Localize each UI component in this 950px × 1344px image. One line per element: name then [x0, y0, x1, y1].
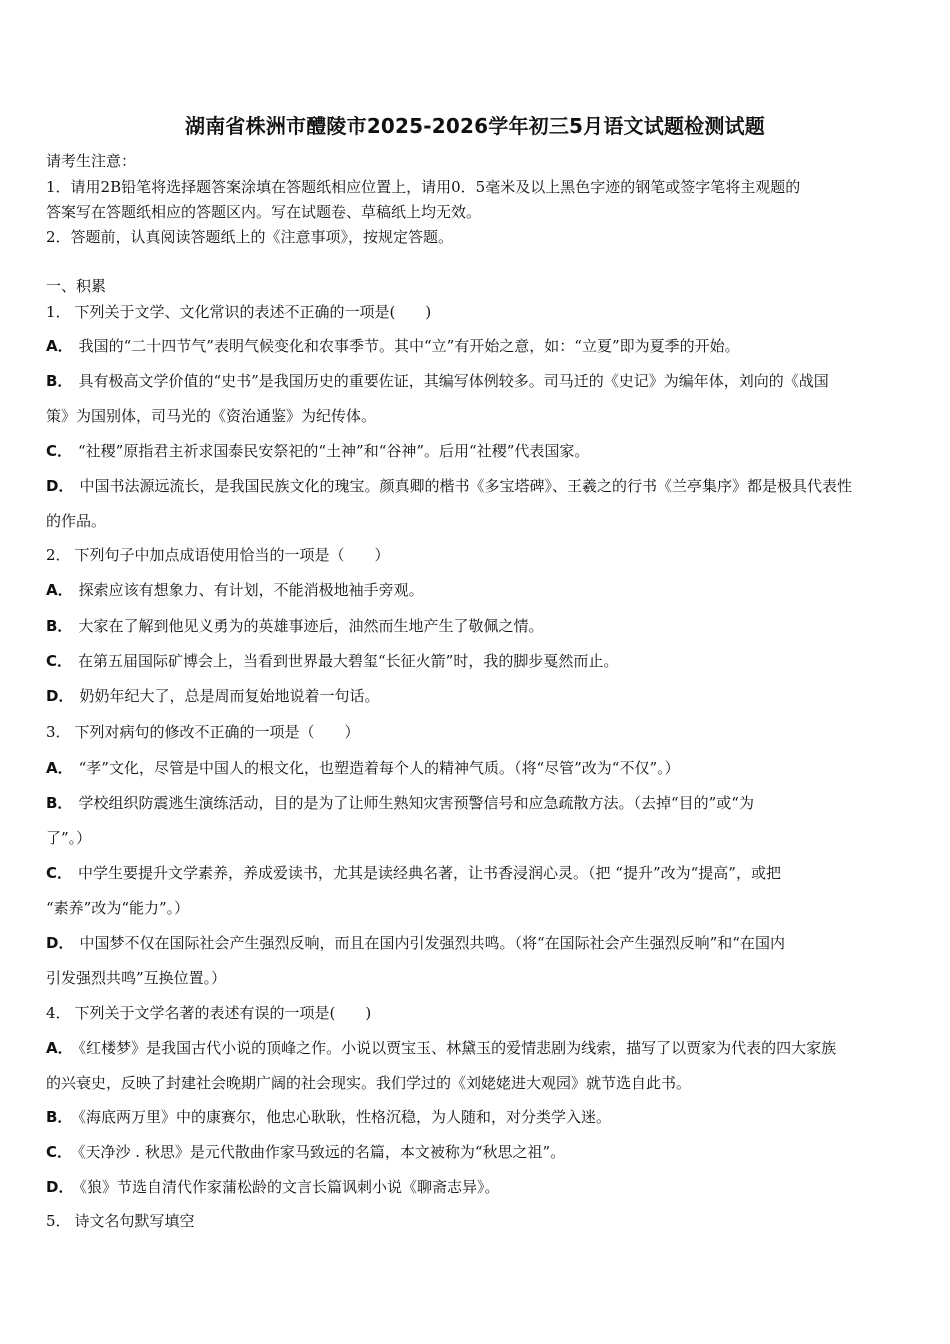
- question-text: 下列关于文学、文化常识的表述不正确的一项是( ): [74, 303, 432, 321]
- question-text: 诗文名句默写填空: [74, 1212, 195, 1230]
- question-1-option-a: [46, 336, 916, 356]
- question-text: 下列对病句的修改不正确的一项是（ ）: [74, 723, 360, 741]
- question-2-option-b: [46, 616, 916, 636]
- question-2-option-a: [46, 580, 916, 600]
- question-1-stem: [46, 302, 916, 322]
- question-4-option-a: [46, 1038, 916, 1058]
- option-label: B．: [46, 794, 73, 812]
- option-text: “社稷”原指君主祈求国泰民安祭祀的“土神”和“谷神”。后用“社稷”代表国家。: [78, 442, 590, 460]
- question-2-option-c: [46, 651, 916, 671]
- notice-item-1-line-1: 1．请用2B铅笔将选择题答案涂填在答题纸相应位置上，请用0．5毫米及以上黑色字迹的钢笔或签字笔将主观题的: [46, 178, 801, 196]
- option-label: B．: [46, 617, 73, 635]
- question-number: 2．: [46, 546, 71, 564]
- question-4-option-c: [46, 1142, 916, 1162]
- question-2-option-d: [46, 686, 916, 706]
- option-label: C．: [46, 652, 73, 670]
- option-text: “孝”文化，尽管是中国人的根文化，也塑造着每个人的精神气质。（将“尽管”改为“不仅”。）: [78, 759, 680, 777]
- question-3-option-b-continued: 了”。）: [46, 829, 92, 847]
- question-1-option-b: [46, 371, 916, 391]
- notice-item-2: 2．答题前，认真阅读答题纸上的《注意事项》，按规定答题。: [46, 228, 454, 246]
- question-1-option-d: [46, 476, 916, 496]
- section-heading: 一、积累: [46, 277, 107, 295]
- option-text: 《狼》节选自清代作家蒲松龄的文言长篇讽刺小说《聊斋志异》。: [79, 1178, 500, 1196]
- question-number: 5．: [46, 1212, 71, 1230]
- option-label: A．: [46, 759, 73, 777]
- question-3-option-c-continued: “素养”改为“能力”。）: [46, 899, 190, 917]
- option-text: 《海底两万里》中的康赛尔，他忠心耿耿，性格沉稳，为人随和，对分类学入迷。: [78, 1108, 611, 1126]
- question-3-stem: [46, 722, 916, 742]
- option-text: 大家在了解到他见义勇为的英雄事迹后，油然而生地产生了敬佩之情。: [78, 617, 544, 635]
- question-3-option-d: [46, 933, 916, 953]
- notice-item-1-line-2: 答案写在答题纸相应的答题区内。写在试题卷、草稿纸上均无效。: [46, 203, 482, 221]
- option-label: D．: [46, 477, 74, 495]
- question-1-option-c: [46, 441, 916, 461]
- question-1-option-d-continued: 的作品。: [46, 512, 107, 530]
- question-text: 下列关于文学名著的表述有误的一项是( ): [74, 1004, 372, 1022]
- question-number: 4．: [46, 1004, 71, 1022]
- option-text: 探索应该有想象力、有计划，不能消极地袖手旁观。: [78, 581, 424, 599]
- question-1-option-b-continued: 策》为国别体，司马光的《资治通鉴》为纪传体。: [46, 407, 377, 425]
- option-label: A．: [46, 337, 73, 355]
- question-3-option-d-continued: 引发强烈共鸣”互换位置。）: [46, 969, 227, 987]
- option-text: 《红楼梦》是我国古代小说的顶峰之作。小说以贾宝玉、林黛玉的爱情悲剧为线索，描写了以贾家为代表的四大家族: [78, 1039, 837, 1057]
- question-4-stem: [46, 1003, 916, 1023]
- option-label: D．: [46, 1178, 74, 1196]
- option-text: 在第五届国际矿博会上，当看到世界最大碧玺“长征火箭”时，我的脚步戛然而止。: [78, 652, 619, 670]
- option-label: C．: [46, 864, 73, 882]
- question-number: 3．: [46, 723, 71, 741]
- option-label: C．: [46, 442, 73, 460]
- option-text: 中国书法源远流长，是我国民族文化的瑰宝。颜真卿的楷书《多宝塔碑》、王羲之的行书《兰亭集序》都是极具代表性: [79, 477, 852, 495]
- option-label: B．: [46, 372, 73, 390]
- option-label: A．: [46, 1039, 73, 1057]
- option-text: 中国梦不仅在国际社会产生强烈反响，而且在国内引发强烈共鸣。（将“在国际社会产生强烈反响”和“在国内: [79, 934, 785, 952]
- question-2-stem: [46, 545, 916, 565]
- option-text: 学校组织防震逃生演练活动，目的是为了让师生熟知灾害预警信号和应急疏散方法。（去掉“目的”或“为: [78, 794, 754, 812]
- question-3-option-a: [46, 758, 916, 778]
- question-3-option-b: [46, 793, 916, 813]
- option-label: D．: [46, 687, 74, 705]
- question-text: 下列句子中加点成语使用恰当的一项是（ ）: [74, 546, 390, 564]
- option-text: 具有极高文学价值的“史书”是我国历史的重要佐证，其编写体例较多。司马迁的《史记》为编年体，刘向的《战国: [78, 372, 829, 390]
- option-label: A．: [46, 581, 73, 599]
- exam-title: 湖南省株洲市醴陵市2025-2026学年初三5月语文试题检测试题: [185, 114, 765, 138]
- question-4-option-a-continued: 的兴衰史，反映了封建社会晚期广阔的社会现实。我们学过的《刘姥姥进大观园》就节选自此书。: [46, 1074, 692, 1092]
- question-3-option-c: [46, 863, 916, 883]
- option-label: B．: [46, 1108, 73, 1126]
- option-text: 中学生要提升文学素养，养成爱读书，尤其是读经典名著，让书香浸润心灵。（把 “提升”改为“提高”，或把: [78, 864, 781, 882]
- question-5-stem: [46, 1211, 916, 1231]
- question-4-option-d: [46, 1177, 916, 1197]
- option-text: 我国的“二十四节气”表明气候变化和农事季节。其中“立”有开始之意，如：“立夏”即为夏季的开始。: [78, 337, 740, 355]
- question-number: 1．: [46, 303, 71, 321]
- option-label: D．: [46, 934, 74, 952]
- notice-header: 请考生注意：: [46, 152, 137, 170]
- question-4-option-b: [46, 1107, 916, 1127]
- option-text: 奶奶年纪大了，总是周而复始地说着一句话。: [79, 687, 380, 705]
- option-label: C．: [46, 1143, 73, 1161]
- option-text: 《天净沙 . 秋思》是元代散曲作家马致远的名篇，本文被称为“秋思之祖”。: [78, 1143, 566, 1161]
